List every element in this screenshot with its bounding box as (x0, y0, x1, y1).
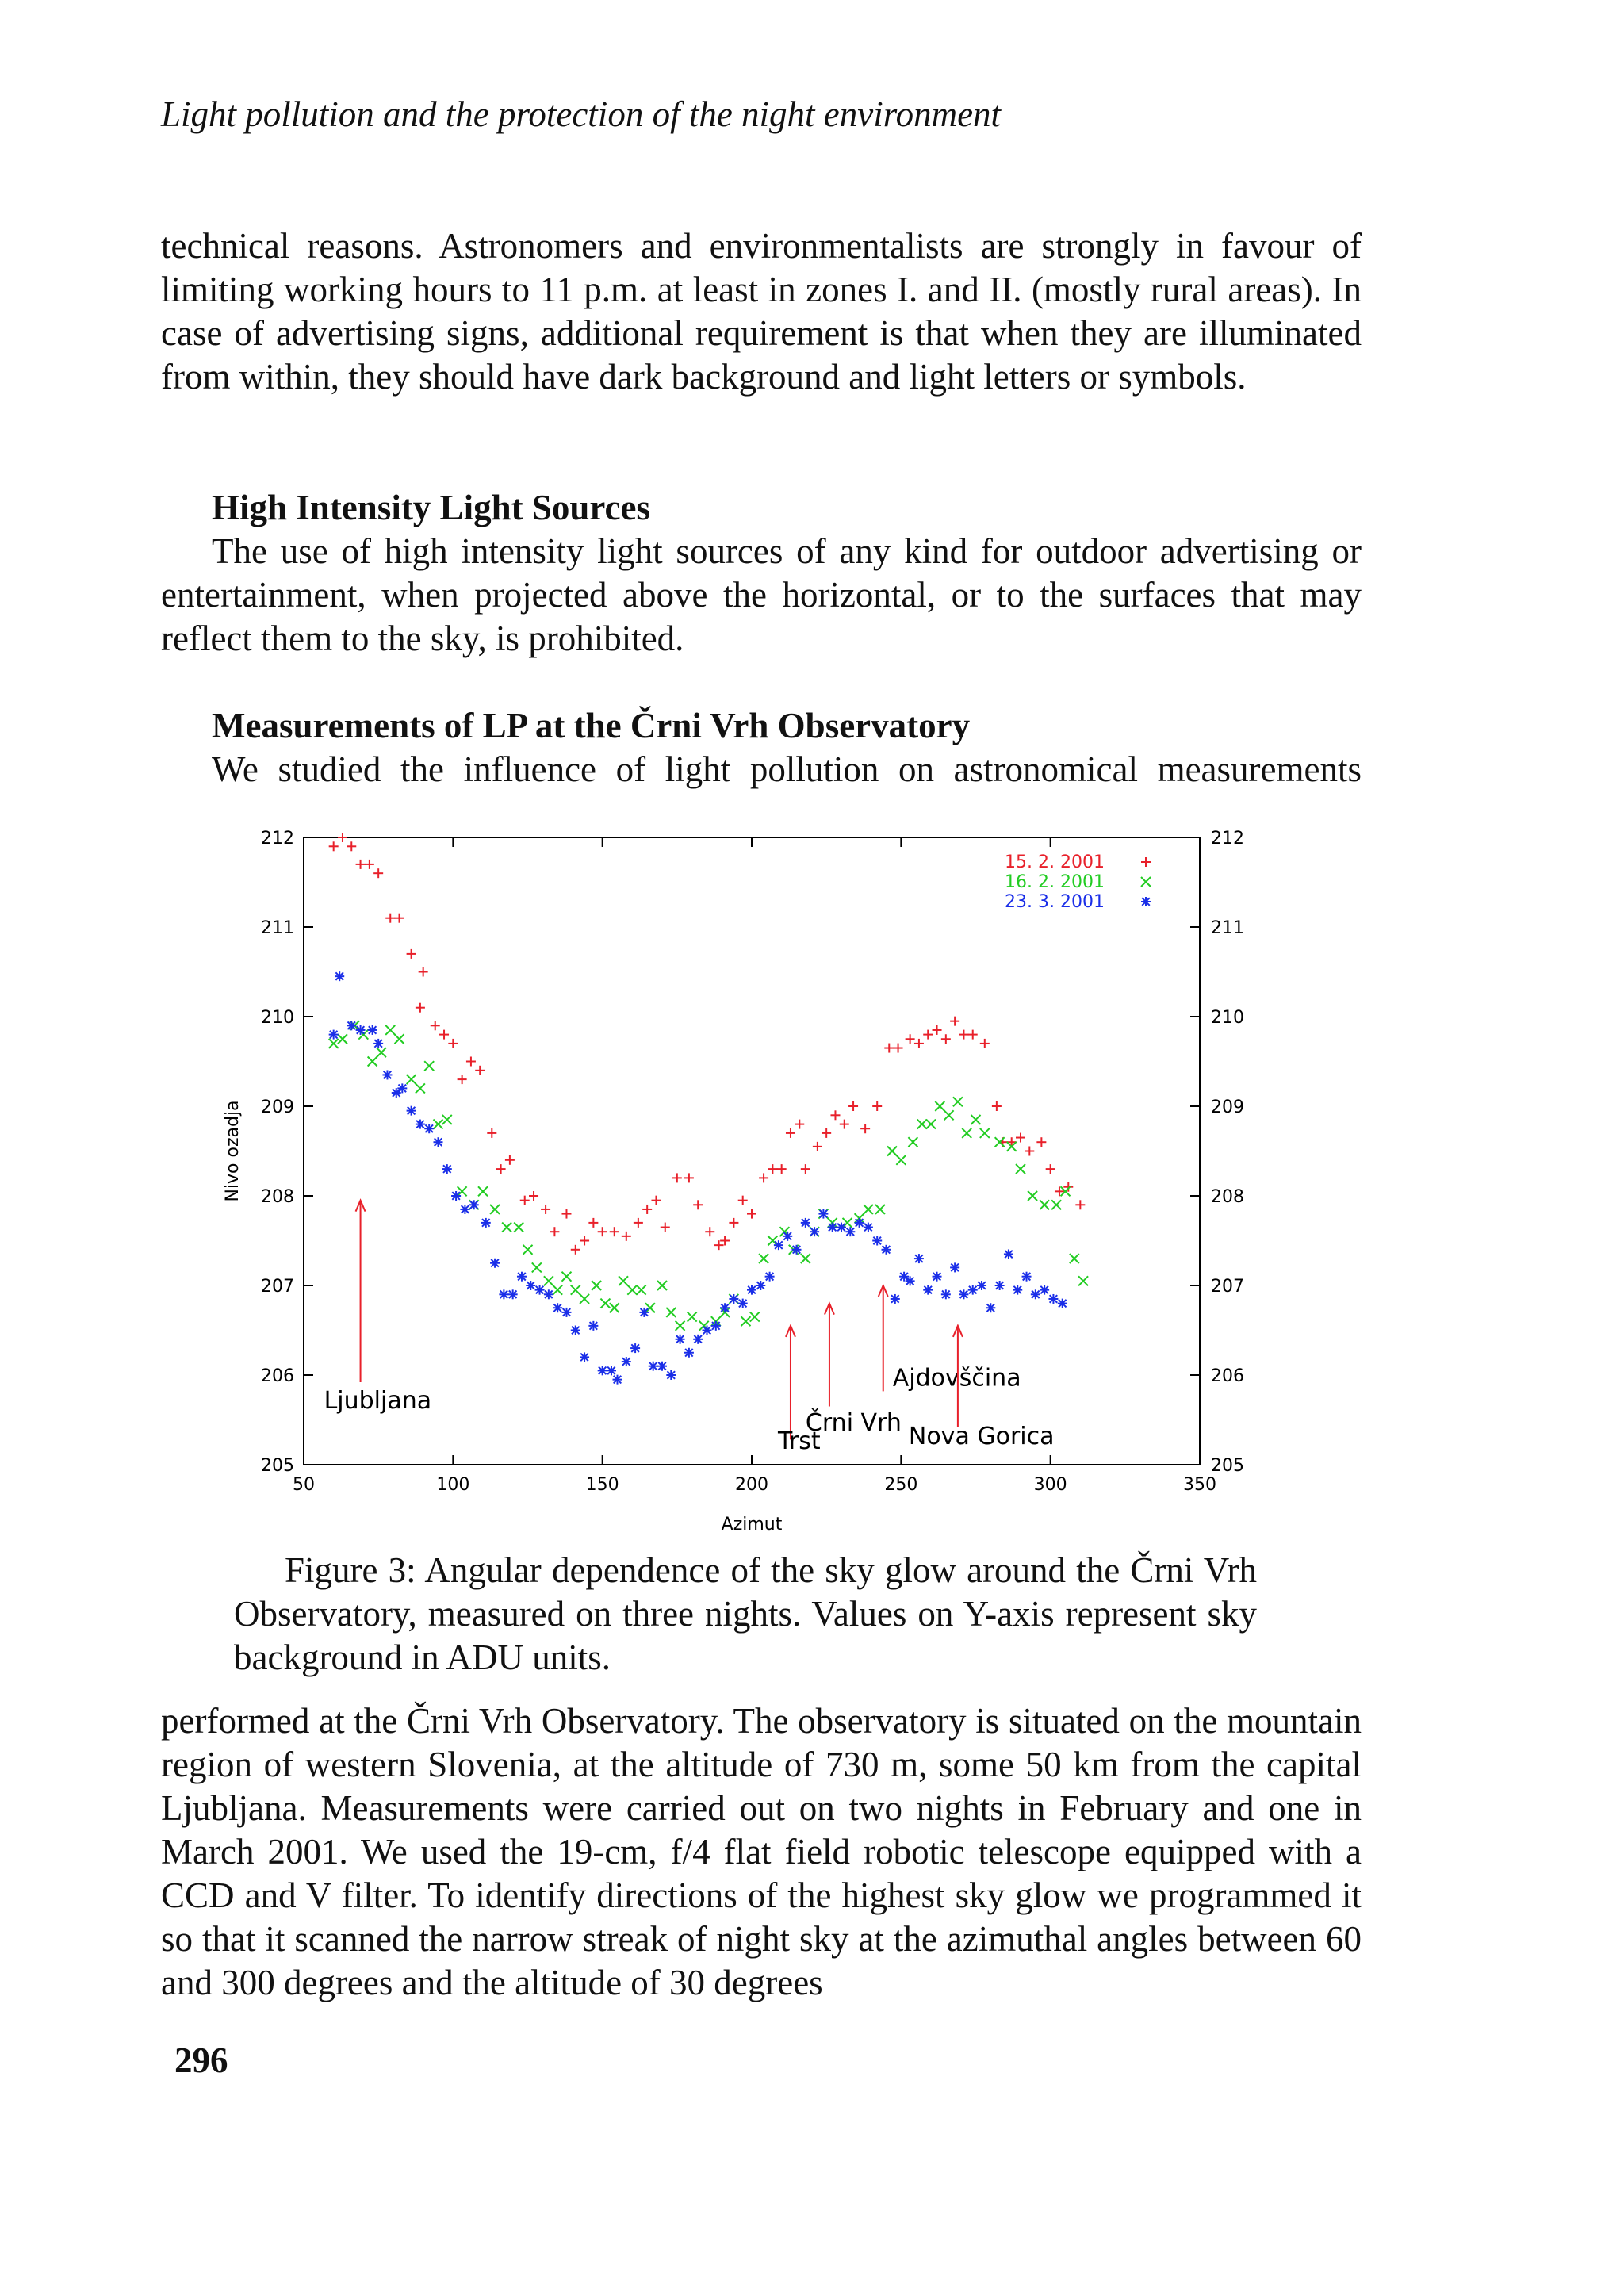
data-point (634, 1218, 643, 1228)
data-point (487, 1128, 496, 1138)
data-point (738, 1196, 748, 1205)
data-point (666, 1370, 676, 1380)
data-point (872, 1236, 882, 1246)
section-heading: High Intensity Light Sources (212, 488, 651, 527)
data-point (335, 971, 344, 981)
x-tick-label: 350 (1183, 1475, 1216, 1495)
data-point (458, 1186, 467, 1196)
data-point (478, 1186, 488, 1196)
data-point (986, 1303, 995, 1312)
data-point (613, 1375, 622, 1385)
data-point (1004, 1249, 1013, 1259)
data-point (933, 1025, 942, 1035)
data-point (684, 1348, 694, 1358)
data-point (610, 1227, 619, 1236)
chart-annotations (324, 1201, 1055, 1455)
y-tick-label-right: 209 (1211, 1098, 1244, 1117)
data-point (630, 1343, 640, 1353)
data-point (813, 1142, 822, 1151)
data-point (1028, 1191, 1037, 1201)
chart-legend (1005, 852, 1151, 912)
data-point (908, 1137, 917, 1147)
x-tick-label: 200 (735, 1475, 768, 1495)
data-point (676, 1321, 685, 1331)
data-point (968, 1285, 978, 1295)
data-point (703, 1326, 712, 1335)
data-point (329, 841, 339, 851)
data-point (738, 1299, 748, 1308)
data-point (481, 1218, 491, 1228)
data-point (365, 860, 374, 869)
data-point (995, 1281, 1005, 1290)
data-point (550, 1227, 559, 1236)
plot-frame (304, 837, 1200, 1465)
data-point (750, 1312, 760, 1322)
running-title: Light pollution and the protection of the night environment (161, 94, 1002, 134)
legend-marker (1141, 877, 1151, 887)
data-point (571, 1245, 580, 1255)
data-point (460, 1205, 469, 1214)
data-point (637, 1285, 646, 1295)
data-point (532, 1262, 542, 1272)
data-point (906, 1034, 915, 1044)
data-point (765, 1272, 775, 1282)
data-point (499, 1289, 508, 1299)
data-point (887, 1147, 897, 1156)
data-point (926, 1120, 936, 1129)
data-point (864, 1223, 873, 1232)
x-axis-label: Azimut (721, 1515, 783, 1534)
data-point (600, 1299, 610, 1308)
data-point (588, 1321, 598, 1331)
annotation-label: Nova Gorica (908, 1423, 1055, 1451)
data-point (711, 1321, 721, 1331)
data-point (571, 1285, 580, 1295)
y-tick-label: 211 (261, 918, 294, 938)
data-point (959, 1289, 968, 1299)
data-point (891, 1294, 900, 1304)
data-point (756, 1281, 765, 1290)
data-point (747, 1209, 756, 1219)
data-point (1016, 1164, 1025, 1174)
data-point (933, 1272, 942, 1282)
annotation-label: Trst (777, 1427, 821, 1455)
data-point (649, 1362, 658, 1371)
data-point (688, 1312, 697, 1322)
data-point (382, 1070, 392, 1079)
data-point (676, 1335, 685, 1344)
y-tick-label-right: 207 (1211, 1277, 1244, 1297)
data-point (1016, 1133, 1025, 1143)
data-point (914, 1039, 924, 1048)
data-point (801, 1164, 810, 1174)
data-point (541, 1205, 550, 1214)
data-point (434, 1120, 443, 1129)
data-point (848, 1101, 858, 1111)
section-heading: Measurements of LP at the Črni Vrh Observatory (212, 706, 971, 745)
data-point (980, 1039, 990, 1048)
data-point (561, 1209, 571, 1219)
data-point (526, 1281, 535, 1290)
data-point (416, 1003, 425, 1013)
data-point (424, 1061, 434, 1071)
data-point (1013, 1285, 1022, 1295)
y-tick-label: 206 (261, 1366, 294, 1386)
data-point (693, 1200, 703, 1209)
y-tick-label-right: 206 (1211, 1366, 1244, 1386)
data-point (407, 1106, 416, 1116)
data-point (651, 1196, 661, 1205)
page-number: 296 (174, 2040, 228, 2080)
data-point (774, 1240, 783, 1250)
data-point (407, 949, 416, 959)
data-point (801, 1254, 810, 1263)
data-point (705, 1227, 714, 1236)
data-point (580, 1236, 589, 1246)
x-tick-label: 250 (884, 1475, 918, 1495)
data-point (451, 1191, 461, 1201)
data-point (971, 1115, 981, 1124)
data-point (759, 1254, 768, 1263)
data-point (407, 1075, 416, 1084)
data-point (768, 1164, 777, 1174)
data-point (977, 1281, 986, 1290)
data-point (431, 1021, 440, 1030)
data-point (923, 1285, 933, 1295)
series-2 (329, 1021, 1088, 1331)
x-tick-label: 50 (293, 1475, 315, 1495)
data-point (622, 1232, 631, 1241)
y-tick-label-right: 210 (1211, 1008, 1244, 1028)
data-point (347, 841, 356, 851)
series-3 (329, 971, 1067, 1385)
data-point (466, 1057, 476, 1067)
legend-label: 23. 3. 2001 (1005, 892, 1105, 912)
y-axis-label: Nivo ozadja (223, 1100, 243, 1202)
data-point (356, 1025, 366, 1035)
data-point (544, 1289, 553, 1299)
data-point (917, 1120, 927, 1129)
y-tick-label-right: 212 (1211, 829, 1244, 849)
data-point (520, 1196, 530, 1205)
data-point (490, 1259, 500, 1268)
y-tick-label-right: 211 (1211, 918, 1244, 938)
data-point (840, 1120, 849, 1129)
y-tick-label-right: 208 (1211, 1187, 1244, 1207)
data-point (1025, 1147, 1034, 1156)
data-point (906, 1276, 915, 1285)
data-point (490, 1205, 500, 1214)
data-point (1046, 1164, 1055, 1174)
data-point (992, 1101, 1002, 1111)
data-point (1078, 1276, 1088, 1285)
data-point (373, 868, 383, 878)
data-point (553, 1285, 562, 1295)
data-point (672, 1173, 682, 1182)
data-point (642, 1205, 652, 1214)
data-point (729, 1218, 738, 1228)
data-point (747, 1285, 756, 1295)
data-point (661, 1223, 670, 1232)
data-point (338, 833, 347, 842)
data-point (950, 1262, 959, 1272)
data-point (496, 1164, 506, 1174)
data-point (864, 1205, 873, 1214)
data-point (424, 1124, 434, 1133)
y-tick-label: 210 (261, 1008, 294, 1028)
data-point (561, 1272, 571, 1282)
data-point (439, 1030, 449, 1040)
x-tick-label: 100 (436, 1475, 470, 1495)
y-tick-label: 205 (261, 1456, 294, 1476)
legend-label: 15. 2. 2001 (1005, 852, 1105, 872)
data-point (777, 1164, 787, 1174)
data-point (914, 1254, 924, 1263)
y-tick-label: 209 (261, 1098, 294, 1117)
data-point (397, 1083, 407, 1093)
chart-axes (223, 829, 1244, 1534)
data-point (1031, 1289, 1040, 1299)
data-point (837, 1223, 846, 1232)
data-point (720, 1303, 730, 1312)
y-tick-label: 208 (261, 1187, 294, 1207)
data-point (416, 1083, 425, 1093)
data-point (872, 1101, 882, 1111)
annotation-label: Ajdovščina (892, 1364, 1021, 1393)
data-point (502, 1223, 511, 1232)
data-point (980, 1128, 990, 1138)
data-point (368, 1025, 377, 1035)
series-1 (329, 833, 1086, 1255)
annotation-label: Ljubljana (324, 1386, 432, 1415)
data-point (968, 1030, 978, 1040)
data-point (607, 1366, 616, 1375)
data-point (469, 1200, 479, 1209)
data-point (759, 1173, 768, 1182)
y-tick-label-right: 205 (1211, 1456, 1244, 1476)
data-point (828, 1223, 837, 1232)
data-point (666, 1308, 676, 1317)
data-point (1040, 1200, 1049, 1209)
data-point (657, 1362, 667, 1371)
data-point (693, 1335, 703, 1344)
data-point (508, 1289, 518, 1299)
data-point (1058, 1299, 1067, 1308)
data-point (329, 1030, 339, 1040)
data-point (356, 860, 366, 869)
data-point (783, 1232, 792, 1241)
x-tick-label: 300 (1033, 1475, 1067, 1495)
y-tick-label: 212 (261, 829, 294, 849)
data-point (571, 1326, 580, 1335)
data-point (475, 1066, 485, 1075)
data-point (1022, 1272, 1032, 1282)
data-point (347, 1021, 356, 1030)
data-point (950, 1017, 959, 1026)
data-point (1048, 1294, 1058, 1304)
data-point (941, 1289, 951, 1299)
data-point (385, 1025, 395, 1035)
data-point (818, 1209, 828, 1219)
data-point (768, 1236, 777, 1246)
data-point (442, 1115, 452, 1124)
data-point (458, 1075, 467, 1084)
legend-marker (1141, 897, 1151, 906)
data-point (416, 1120, 425, 1129)
data-point (639, 1308, 649, 1317)
data-point (882, 1245, 891, 1255)
data-point (627, 1285, 637, 1295)
data-point (923, 1030, 933, 1040)
data-point (729, 1294, 738, 1304)
data-point (843, 1218, 852, 1228)
data-point (792, 1245, 802, 1255)
data-point (720, 1236, 730, 1246)
data-point (1036, 1137, 1046, 1147)
data-point (822, 1128, 831, 1138)
data-point (592, 1281, 601, 1290)
data-point (935, 1101, 944, 1111)
data-point (896, 1155, 906, 1165)
figure-caption: Figure 3: Angular dependence of the sky glow around the Črni Vrh Observatory, measured on three nights. Values on Y-axis represent sky background in ADU units. (234, 1550, 1257, 1677)
data-point (741, 1316, 750, 1326)
data-point (544, 1276, 553, 1285)
data-point (610, 1303, 619, 1312)
data-point (894, 1044, 903, 1053)
legend-label: 16. 2. 2001 (1005, 872, 1105, 892)
data-point (959, 1030, 968, 1040)
data-point (517, 1272, 527, 1282)
data-point (580, 1352, 589, 1362)
data-point (684, 1173, 694, 1182)
data-point (395, 914, 404, 923)
sky-glow-chart (214, 823, 1269, 1553)
data-point (801, 1218, 810, 1228)
data-point (1007, 1137, 1017, 1147)
data-point (580, 1294, 589, 1304)
data-point (329, 1039, 339, 1048)
data-point (448, 1039, 458, 1048)
data-point (561, 1308, 571, 1317)
data-point (1040, 1285, 1049, 1295)
data-point (830, 1110, 840, 1120)
data-point (845, 1227, 855, 1236)
data-point (1070, 1254, 1079, 1263)
data-point (385, 914, 395, 923)
data-point (553, 1303, 562, 1312)
chart-series (329, 833, 1088, 1385)
data-point (529, 1191, 538, 1201)
body-paragraph: The use of high intensity light sources of any kind for outdoor advertising or entertainment, when projected above the horizontal, or to the surfaces that may reflect them to the sky, is prohibited. (161, 531, 1362, 658)
data-point (598, 1227, 607, 1236)
data-point (714, 1240, 724, 1250)
data-point (419, 967, 428, 977)
data-point (434, 1137, 443, 1147)
body-paragraph: technical reasons. Astronomers and environmentalists are strongly in favour of limiting working hours to 11 p.m. at least in zones I. and II. (mostly rural areas). In case of advertising signs, additional requirement is that when they are illuminated from within, they should have dark background and light letters or symbols. (161, 226, 1362, 397)
body-paragraph: We studied the influence of light pollution on astronomical measurements (212, 749, 1362, 789)
data-point (962, 1128, 971, 1138)
data-point (395, 1034, 404, 1044)
data-point (645, 1303, 655, 1312)
data-point (884, 1044, 894, 1053)
data-point (786, 1128, 795, 1138)
data-point (588, 1218, 598, 1228)
data-point (1051, 1200, 1061, 1209)
data-point (860, 1124, 870, 1133)
data-point (392, 1088, 401, 1098)
data-point (622, 1357, 631, 1366)
data-point (953, 1097, 963, 1106)
legend-marker (1141, 857, 1151, 867)
y-tick-label: 207 (261, 1277, 294, 1297)
data-point (338, 1034, 347, 1044)
data-point (514, 1223, 523, 1232)
data-point (377, 1048, 386, 1057)
data-point (523, 1245, 533, 1255)
data-point (875, 1205, 885, 1214)
data-point (657, 1281, 667, 1290)
annotation-label: Črni Vrh (805, 1409, 902, 1438)
data-point (505, 1155, 515, 1165)
data-point (944, 1110, 954, 1120)
data-point (899, 1272, 909, 1282)
data-point (535, 1285, 545, 1295)
data-point (810, 1227, 819, 1236)
x-tick-label: 150 (585, 1475, 619, 1495)
data-point (619, 1276, 628, 1285)
body-paragraph: performed at the Črni Vrh Observatory. The observatory is situated on the mountain region of western Slovenia, at the altitude of 730 m, some 50 km from the capital Ljubljana. Measurements were carried out on two nights in February and one in March 2001. We used the 19-cm, f/4 flat field robotic telescope equipped with a CCD and V filter. To identify directions of the highest sky glow we programmed it so that it scanned the narrow streak of night sky at the azimuthal angles between 60 and 300 degrees and the altitude of 30 degrees (161, 1701, 1362, 2002)
data-point (368, 1057, 377, 1067)
data-point (941, 1034, 951, 1044)
data-point (795, 1120, 804, 1129)
data-point (373, 1039, 383, 1048)
data-point (442, 1164, 452, 1174)
data-point (598, 1366, 607, 1375)
data-point (855, 1218, 864, 1228)
data-point (1075, 1200, 1085, 1209)
